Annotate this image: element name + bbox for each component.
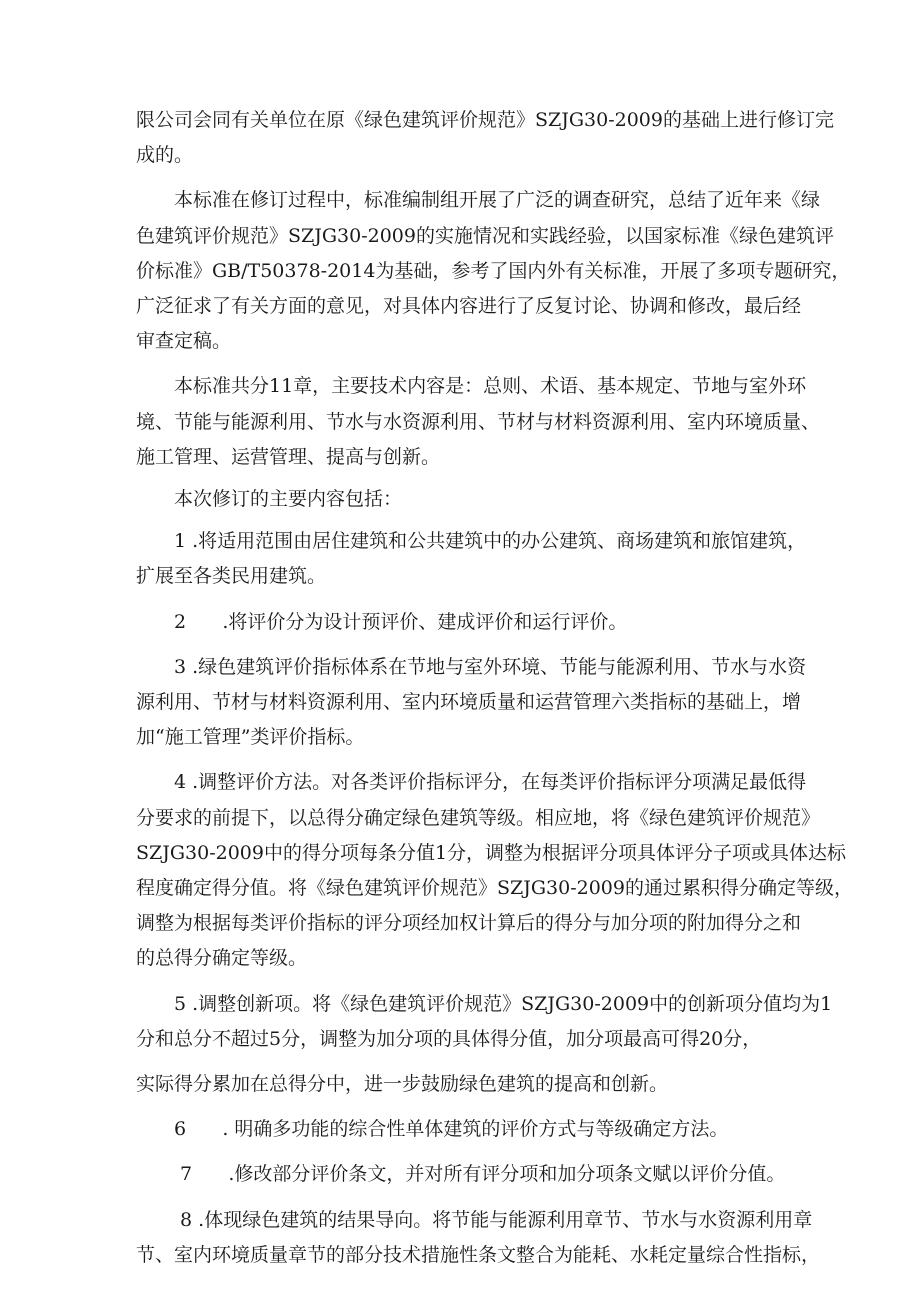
- list-item-5: [136, 987, 833, 1057]
- text-line: 的总得分确定等级。: [136, 947, 308, 970]
- paragraph-chapters: [136, 369, 821, 475]
- text-line: 调整为根据每类评价指标的评分项经加权计算后的得分与加分项的附加得分之和: [136, 912, 802, 935]
- text-line: 分要求的前提下，以总得分确定绿色建筑等级。相应地，将《绿色建筑评价规范》: [136, 806, 821, 829]
- paragraph-intro-continuation: [136, 103, 834, 173]
- text-line: 5 .调整创新项。将《绿色建筑评价规范》SZJG30-2009中的创新项分值均为1: [174, 992, 833, 1015]
- text-line: 境、节能与能源利用、节水与水资源利用、节材与材料资源利用、室内环境质量、: [136, 410, 821, 433]
- paragraph-revision-process: [136, 183, 851, 359]
- list-item-3: [136, 650, 807, 756]
- list-item-2: [136, 605, 796, 640]
- text-line: 4 .调整评价方法。对各类评价指标评分，在每类评价指标评分项满足最低得: [174, 771, 807, 794]
- text-line: 施工管理、运营管理、提高与创新。: [136, 445, 441, 468]
- text-line: 本次修订的主要内容包括：: [174, 488, 403, 511]
- text-line: 程度确定得分值。将《绿色建筑评价规范》SZJG30-2009的通过累积得分确定等级，: [136, 877, 853, 900]
- text-line: 7 .修改部分评价条文，并对所有评分项和加分项条文赋以评价分值。: [174, 1163, 786, 1186]
- text-line: 2 .将评价分为设计预评价、建成评价和运行评价。: [174, 610, 628, 633]
- list-item-5-continuation: [136, 1067, 796, 1102]
- document-body: [136, 103, 853, 1273]
- text-line: 实际得分累加在总得分中，进一步鼓励绿色建筑的提高和创新。: [136, 1073, 669, 1096]
- text-line: 扩展至各类民用建筑。: [136, 565, 327, 588]
- list-item-1: [136, 524, 807, 594]
- text-line: 审查定稿。: [136, 330, 232, 353]
- text-line: 本标准在修订过程中，标准编制组开展了广泛的调查研究，总结了近年来《绿: [174, 189, 821, 212]
- text-line: 色建筑评价规范》SZJG30-2009的实施情况和实践经验，以国家标准《绿色建筑评: [136, 224, 834, 247]
- text-line: 本标准共分11章，主要技术内容是：总则、术语、基本规定、节地与室外环: [174, 375, 807, 398]
- text-line: 8 .体现绿色建筑的结果导向。将节能与能源利用章节、节水与水资源利用章: [174, 1208, 813, 1231]
- text-line: 广泛征求了有关方面的意见，对具体内容进行了反复讨论、协调和修改，最后经: [136, 295, 802, 318]
- list-item-6: [136, 1112, 796, 1147]
- list-item-7: [136, 1157, 796, 1192]
- text-line: 分和总分不超过5分，调整为加分项的具体得分值，加分项最高可得20分，: [136, 1027, 762, 1050]
- text-line: 成的。: [136, 144, 194, 167]
- text-line: 6 . 明确多功能的综合性单体建筑的评价方式与等级确定方法。: [174, 1118, 729, 1141]
- text-line: 节、室内环境质量章节的部分技术措施性条文整合为能耗、水耗定量综合性指标，: [136, 1243, 821, 1266]
- text-line: 限公司会同有关单位在原《绿色建筑评价规范》SZJG30-2009的基础上进行修订完: [136, 109, 834, 131]
- text-line: 3 .绿色建筑评价指标体系在节地与室外环境、节能与能源利用、节水与水资: [174, 655, 807, 678]
- list-item-4: [136, 765, 853, 976]
- paragraph-revision-intro: [136, 482, 796, 517]
- list-item-8: [136, 1203, 821, 1273]
- text-line: SZJG30-2009中的得分项每条分值1分，调整为根据评分项具体评分子项或具体达标: [136, 841, 847, 864]
- text-line: 价标准》GB/T50378-2014为基础，参考了国内外有关标准，开展了多项专题研究，: [136, 259, 851, 282]
- text-line: 源利用、节材与材料资源利用、室内环境质量和运营管理六类指标的基础上，增: [136, 691, 802, 714]
- text-line: 1 .将适用范围由居住建筑和公共建筑中的办公建筑、商场建筑和旅馆建筑，: [174, 530, 807, 553]
- text-line: 加“施工管理”类评价指标。: [136, 726, 365, 749]
